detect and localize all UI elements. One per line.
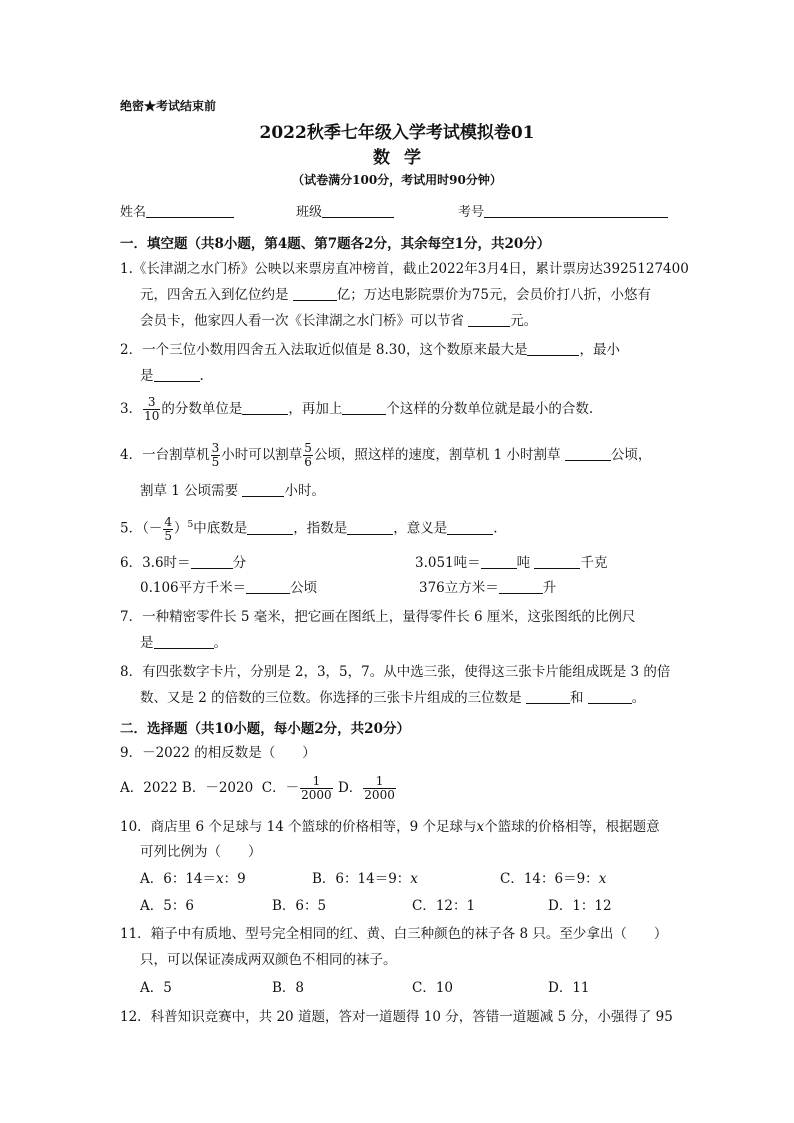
name-label: 姓名 xyxy=(120,205,147,220)
q4-text-e: 割草 1 公顷需要 xyxy=(140,483,239,499)
name-field xyxy=(120,201,234,220)
q8-text-b: 和 xyxy=(569,690,584,706)
q5-text-f: . xyxy=(493,520,498,537)
q9-d-numerator: 1 xyxy=(363,775,396,789)
q3-blank-2[interactable] xyxy=(342,400,386,415)
q5-fraction xyxy=(163,516,173,543)
q9-option-b[interactable]: B．－2020 xyxy=(181,780,254,796)
q6-text-b3: 千克 xyxy=(580,555,608,571)
q6-text-b2: 吨 xyxy=(516,555,531,571)
q8-blank-1[interactable] xyxy=(526,689,570,704)
q9-option-d[interactable] xyxy=(337,774,397,802)
q5-text-a: 5．（－ xyxy=(120,520,163,537)
q3-fraction xyxy=(143,396,160,423)
q2-text-a: 2．一个三位小数用四舍五入法取近似值是 8.30，这个数原来最大是 xyxy=(120,342,528,358)
q7-line1: 7．一种精密零件长 5 毫米，把它画在图纸上，量得零件长 6 厘米，这张图纸的比例尺 xyxy=(120,609,636,625)
q5-denominator: 5 xyxy=(164,528,172,543)
q8-text-a: 数、又是 2 的倍数的三位数。你选择的三张卡片组成的三位数是 xyxy=(140,690,522,706)
q11-line2: 只，可以保证凑成两双颜色不相同的袜子。 xyxy=(140,952,397,968)
q9-c-denominator: 2000 xyxy=(301,788,332,802)
q10-option-f[interactable]: C．12：1 xyxy=(412,898,476,914)
q5-text-d: ，指数是 xyxy=(293,520,348,537)
section2-heading: 二．选择题（共10小题，每小题2分，共20分） xyxy=(120,721,410,737)
q9-c-fraction xyxy=(300,775,333,802)
q6-text-a2: 分 xyxy=(232,555,247,571)
q4-line1 xyxy=(120,442,651,469)
q2-text-b: ，最小 xyxy=(579,342,620,358)
subject-title: 数学 xyxy=(373,148,435,168)
q4-text-d: 公顷， xyxy=(610,447,652,463)
q10-option-b-text: B．6：14＝9： xyxy=(312,871,411,887)
class-label: 班级 xyxy=(296,205,323,220)
q6-line1-left xyxy=(120,551,246,576)
q3-numerator: 3 xyxy=(143,396,160,410)
q4-f1-denominator: 5 xyxy=(211,455,220,469)
q9-option-c[interactable] xyxy=(261,774,334,802)
q10-option-a-text: A．6：14＝ xyxy=(140,871,217,887)
q8-line2 xyxy=(140,686,645,711)
q10-option-b-var: x xyxy=(410,871,418,887)
q1-line2 xyxy=(140,283,651,308)
class-blank[interactable] xyxy=(322,203,394,218)
q8-blank-2[interactable] xyxy=(588,689,632,704)
q7-text-a: 是 xyxy=(140,635,154,651)
q10-option-c[interactable] xyxy=(500,867,606,892)
q9-d-fraction xyxy=(363,775,396,802)
q10-option-a[interactable] xyxy=(140,867,246,892)
q9-option-d-label: D． xyxy=(337,780,363,796)
q1-text-b: 亿；万达电影院票价为75元，会员价打八折，小悠有 xyxy=(336,287,651,303)
q11-option-d[interactable]: D．11 xyxy=(548,980,590,996)
q5-blank-2[interactable] xyxy=(347,520,393,535)
q5-blank-3[interactable] xyxy=(447,520,493,535)
q1-line3 xyxy=(140,309,537,334)
q4-text-a: 4．一台割草机 xyxy=(120,447,210,463)
class-field xyxy=(296,201,394,220)
section1-heading: 一．填空题（共8小题，第4题、第7题各2分，其余每空1分，共20分） xyxy=(120,236,551,252)
q9-c-numerator: 1 xyxy=(300,775,333,789)
q3-text-a: 的分数单位是 xyxy=(161,401,243,417)
q6-text-c2: 公顷 xyxy=(290,580,318,596)
q3-text-b: ，再加上 xyxy=(288,401,343,417)
q7-blank[interactable] xyxy=(154,634,214,649)
q5-numerator: 4 xyxy=(164,514,172,529)
name-blank[interactable] xyxy=(146,203,234,218)
q2-text-c: 是 xyxy=(140,368,154,384)
q6-line2-right xyxy=(419,576,556,601)
q4-f2-denominator: 6 xyxy=(304,455,312,469)
q6-text-c1: 0.106平方千米＝ xyxy=(140,580,247,596)
q10-option-g[interactable]: D．1：12 xyxy=(548,898,612,914)
q9-options xyxy=(120,775,397,802)
q6-blank-5[interactable] xyxy=(499,579,543,594)
q6-text-b1: 3.051吨＝ xyxy=(415,555,481,571)
q5-line xyxy=(120,513,498,543)
q10-option-a-var: x xyxy=(216,871,224,887)
q10-variable: x xyxy=(476,819,485,835)
q5-text-e: ，意义是 xyxy=(393,520,448,537)
q10-line2: 可列比例为（ ） xyxy=(140,844,262,860)
q10-option-c-var: x xyxy=(598,871,607,887)
q1-blank-2[interactable] xyxy=(468,312,510,327)
q1-text-a: 元，四舍五入到亿位约是 xyxy=(140,287,289,303)
q6-line2-left xyxy=(140,576,317,601)
q3-line xyxy=(120,396,593,423)
q6-line1-right xyxy=(415,551,607,576)
q10-option-a-tail: ：9 xyxy=(223,871,246,887)
q10-option-c-text: C．14：6＝9： xyxy=(500,871,599,887)
q3-text-c: 个这样的分数单位就是最小的合数. xyxy=(386,401,594,417)
q10-option-d[interactable]: A．5：6 xyxy=(140,898,194,914)
q4-text-c: 公顷，照这样的速度，割草机 1 小时割草 xyxy=(313,447,561,463)
exam-title: 2022秋季七年级入学考试模拟卷01 xyxy=(259,123,535,143)
q10-text-b: 个篮球的价格相等，根据题意 xyxy=(484,819,660,835)
q2-blank-2[interactable] xyxy=(154,367,200,382)
q12-line1: 12．科普知识竞赛中，共 20 道题，答对一道题得 10 分，答错一道题减 5 分，小强得了 95 xyxy=(120,1009,673,1025)
q9-d-denominator: 2000 xyxy=(364,788,395,802)
q10-text-a: 10．商店里 6 个足球与 14 个篮球的价格相等，9 个足球与 xyxy=(120,819,477,835)
q2-blank-1[interactable] xyxy=(527,341,579,356)
q9-option-a[interactable]: A．2022 xyxy=(120,780,178,796)
q4-text-f: 小时。 xyxy=(284,483,325,499)
q6-text-d2: 升 xyxy=(542,580,557,596)
q2-line1 xyxy=(120,338,620,363)
q7-text-b: 。 xyxy=(213,635,227,651)
q2-text-d: . xyxy=(199,368,204,384)
q4-blank-2[interactable] xyxy=(242,482,284,497)
q5-exponent: 5 xyxy=(187,520,194,530)
q9-stem: 9．－2022 的相反数是（ ） xyxy=(120,745,316,761)
q2-line2 xyxy=(140,364,204,389)
q4-fraction-1 xyxy=(211,442,221,469)
q8-text-c: 。 xyxy=(631,690,646,706)
q4-blank-1[interactable] xyxy=(565,446,611,461)
q6-blank-1[interactable] xyxy=(191,554,233,569)
q10-option-e[interactable]: B．6：5 xyxy=(272,898,327,914)
q11-option-b[interactable]: B．8 xyxy=(272,980,305,996)
q11-option-c[interactable]: C．10 xyxy=(412,980,454,996)
q5-text-c: 中底数是 xyxy=(193,520,248,537)
q7-line2 xyxy=(140,631,227,656)
q4-fraction-2 xyxy=(303,442,313,469)
q3-number: 3． xyxy=(120,401,143,417)
q6-text-a1: 6．3.6时＝ xyxy=(120,555,191,571)
q6-blank-2[interactable] xyxy=(481,554,517,569)
q5-text-b: ） xyxy=(173,520,188,537)
confidential-mark: 绝密★考试结束前 xyxy=(120,99,217,113)
q10-line1 xyxy=(120,815,660,840)
q4-text-b: 小时可以割草 xyxy=(221,447,303,463)
q6-text-d1: 376立方米＝ xyxy=(419,580,499,596)
q4-f1-numerator: 3 xyxy=(211,441,220,455)
q11-line1: 11．箱子中有质地、型号完全相同的红、黄、白三种颜色的袜子各 8 只。至少拿出（ ） xyxy=(120,926,668,942)
number-label: 考号 xyxy=(458,205,485,220)
exam-note: （试卷满分100分，考试用时90分钟） xyxy=(292,173,502,187)
number-field xyxy=(458,201,668,220)
q1-text-c: 会员卡，他家四人看一次《长津湖之水门桥》可以节省 xyxy=(140,313,464,329)
q4-line2 xyxy=(140,479,325,504)
q3-denominator: 10 xyxy=(144,409,160,423)
q5-blank-1[interactable] xyxy=(247,520,293,535)
q9-option-c-label: C．－ xyxy=(261,780,300,796)
q1-text-d: 元。 xyxy=(510,313,538,329)
q6-blank-4[interactable] xyxy=(246,579,290,594)
q1-blank-1[interactable] xyxy=(293,286,337,301)
q4-f2-numerator: 5 xyxy=(304,441,312,455)
q6-blank-3[interactable] xyxy=(534,554,580,569)
q3-blank-1[interactable] xyxy=(242,400,288,415)
q10-option-b[interactable] xyxy=(312,867,418,892)
q1-line1: 1.《长津湖之水门桥》公映以来票房直冲榜首，截止2022年3月4日，累计票房达3925127400 xyxy=(120,261,689,277)
q8-line1: 8．有四张数字卡片，分别是 2，3，5，7。从中选三张，使得这三张卡片能组成既是 3 的倍 xyxy=(120,664,671,680)
q11-option-a[interactable]: A．5 xyxy=(140,980,172,996)
number-blank[interactable] xyxy=(484,203,668,218)
